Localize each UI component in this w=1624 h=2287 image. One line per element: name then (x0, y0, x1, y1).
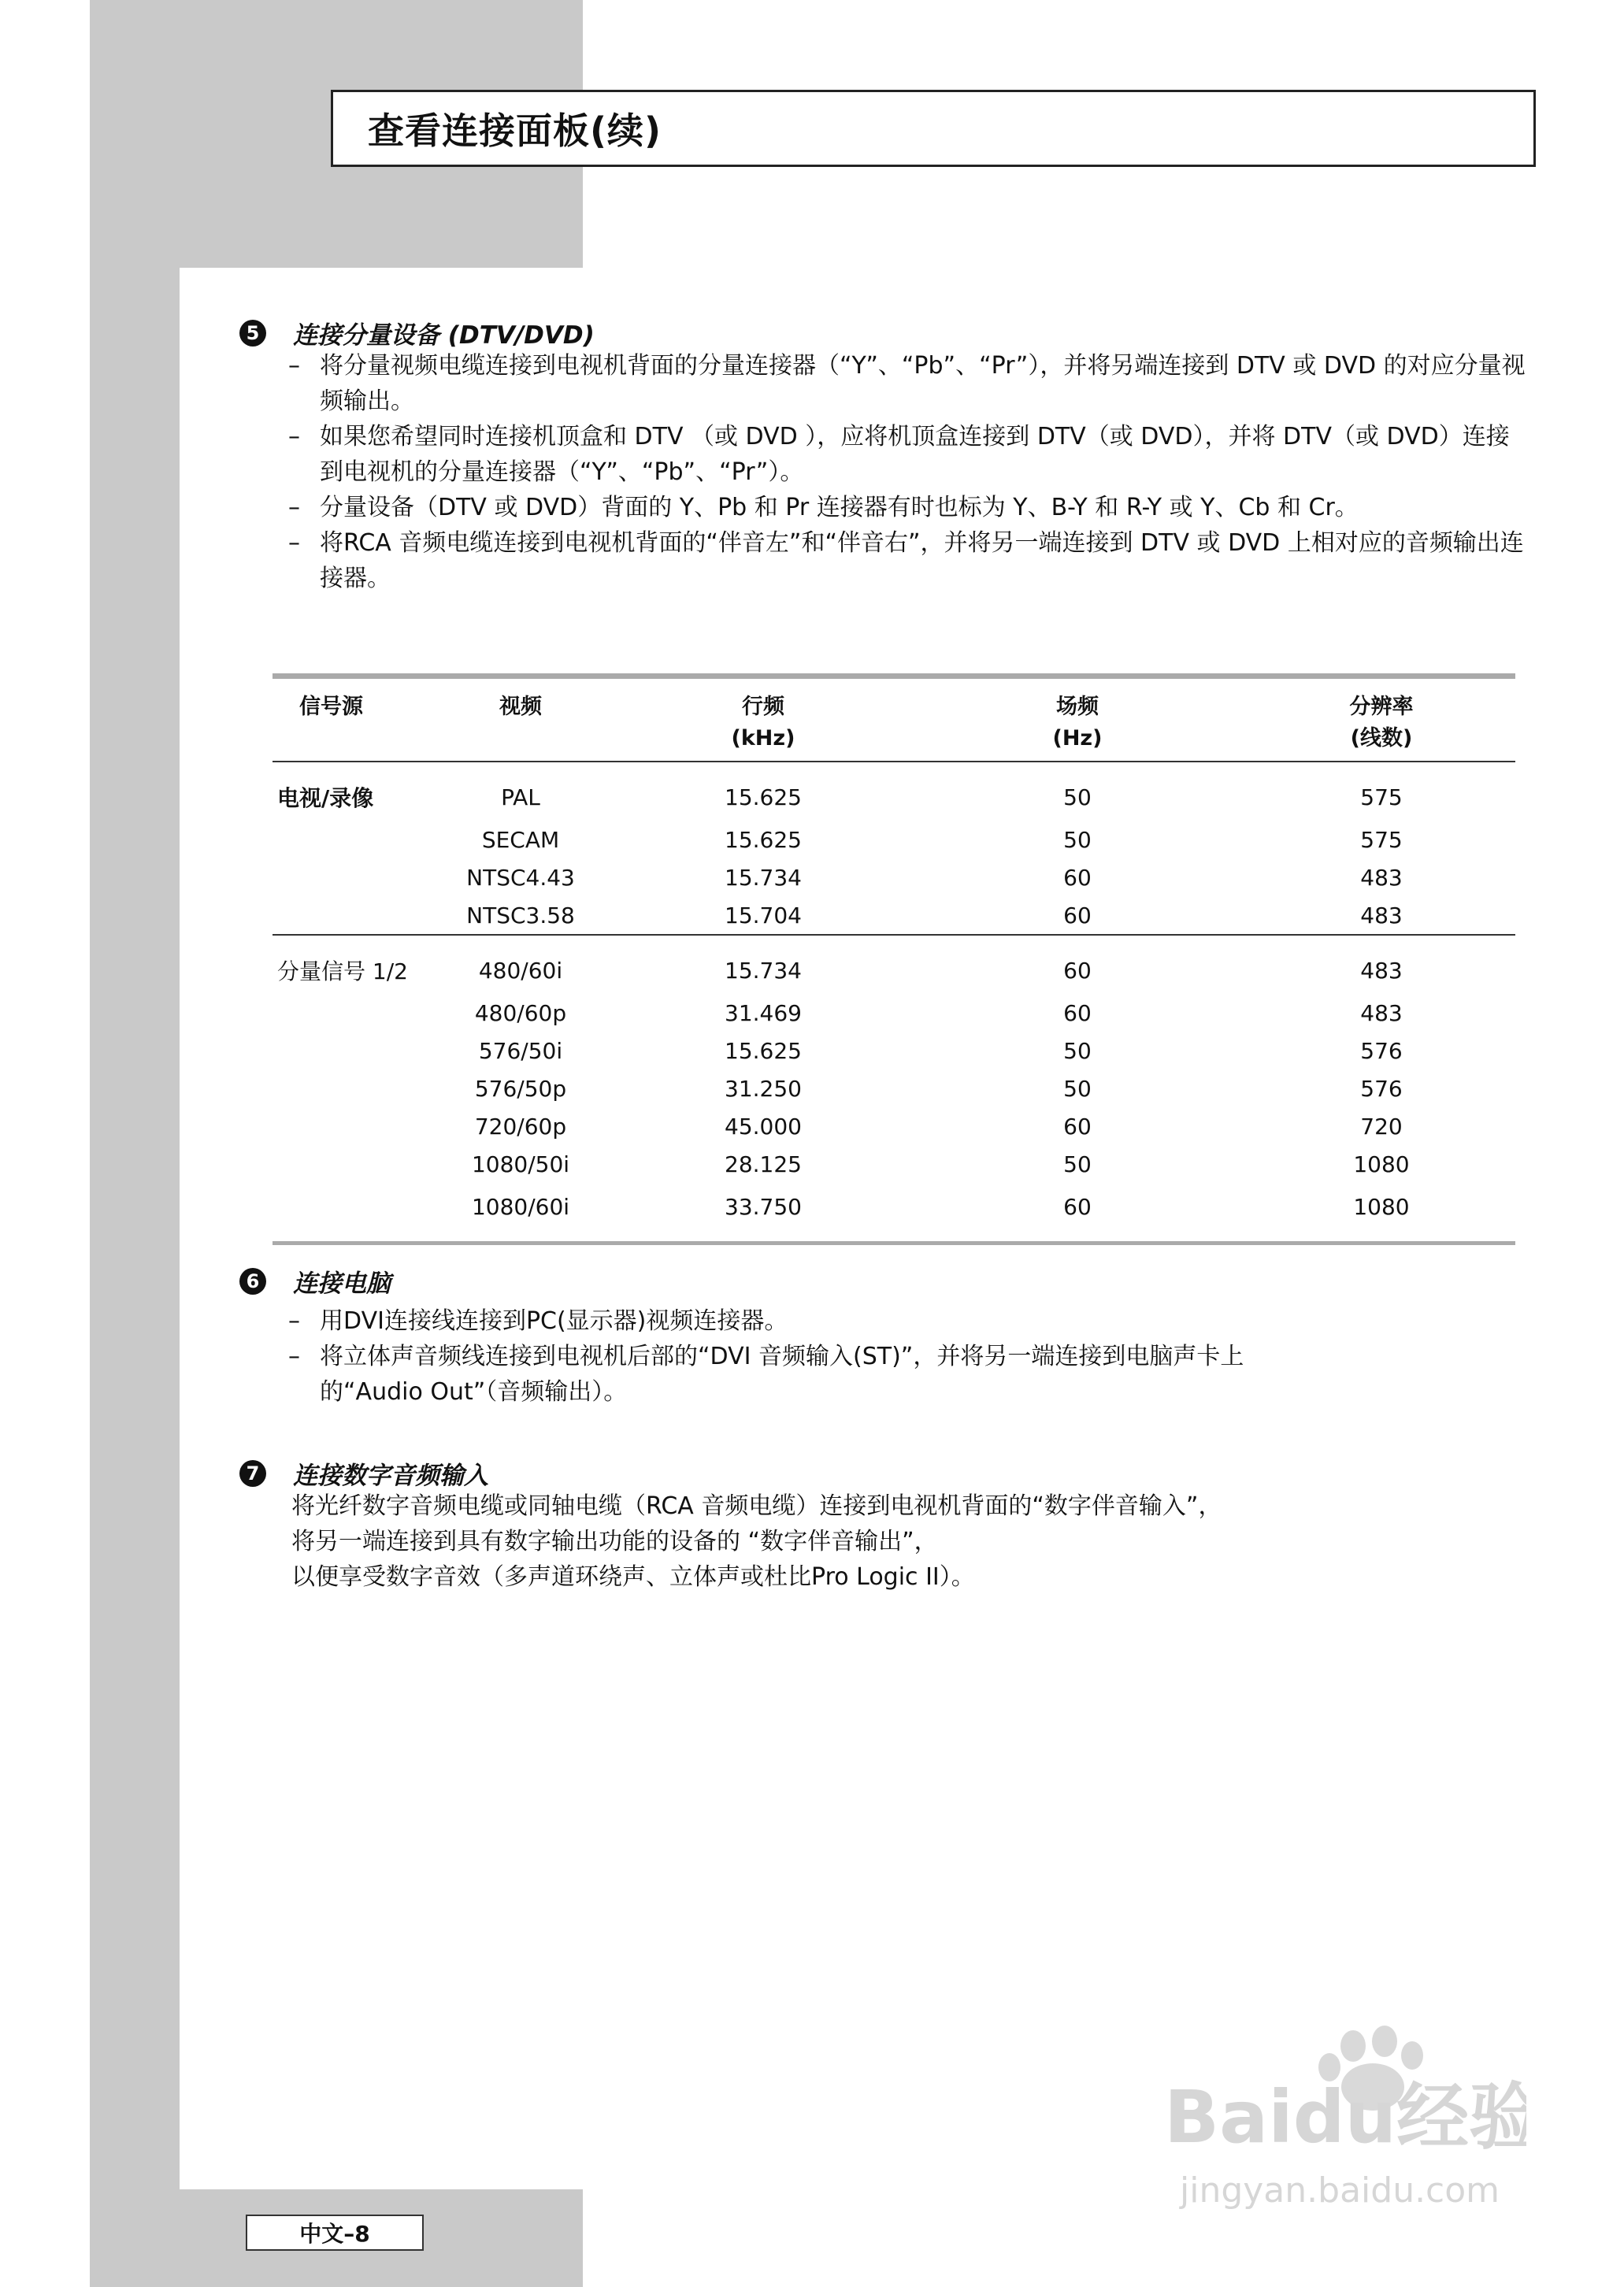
table-cell (273, 994, 422, 1032)
page-title: 查看连接面板(续) (368, 109, 662, 152)
table-cell: 483 (1360, 957, 1403, 984)
section5-heading (239, 315, 595, 350)
table-cell: 50 (1063, 826, 1092, 853)
header-vfreq: 场频 (Hz) (907, 676, 1248, 762)
list-item: – 将分量视频电缆连接到电视机背面的分量连接器（“Y”、“Pb”、“Pr”），并将另端连接到 DTV 或 DVD 的对应分量视频输出。 (288, 348, 1533, 419)
table-cell: 31.250 (725, 1075, 802, 1102)
page-number-box (246, 2215, 424, 2251)
table-row (273, 1069, 1515, 1107)
paragraph-line: 以便享受数字音效（多声道环绕声、立体声或杜比Pro Logic II）。 (291, 1563, 975, 1591)
section6-title: 连接电脑 (293, 1270, 391, 1298)
list-item: – 如果您希望同时连接机顶盒和 DTV （或 DVD ），应将机顶盒连接到 DTV（或 DVD），并将 DTV（或 DVD）连接到电视机的分量连接器（“Y”、“Pb”、“Pr”）。 (288, 419, 1533, 490)
page-number: 中文–8 (299, 2221, 370, 2247)
watermark-brand: Baidu经验 (1164, 2075, 1526, 2159)
table-cell: 483 (1248, 896, 1515, 935)
table-cell: 60 (1063, 864, 1092, 891)
table-cell (273, 1183, 422, 1244)
list-item: – 将立体声音频线连接到电视机后部的“DVI 音频输入(ST)”，并将另一端连接到电脑声卡上的“Audio Out”（音频输出）。 (288, 1339, 1344, 1410)
page-title-box (331, 90, 1536, 167)
group-source-label: 电视/录像 (277, 785, 374, 811)
table-cell: 15.625 (725, 1037, 802, 1064)
table-cell: 15.734 (725, 957, 802, 984)
table-row (273, 821, 1515, 858)
table-row (273, 896, 1515, 935)
group-source-label: 分量信号 1/2 (277, 958, 408, 984)
section6-number-badge: 6 (239, 1268, 266, 1295)
table-cell: 576/50p (474, 1075, 567, 1102)
table-cell: 15.734 (725, 864, 802, 891)
table-cell: 575 (1360, 784, 1403, 810)
table-cell: 576 (1360, 1075, 1403, 1102)
table-cell (273, 858, 422, 896)
table-cell (273, 1069, 422, 1107)
table-cell: 60 (1063, 1193, 1092, 1220)
table-cell: 50 (1063, 1151, 1092, 1177)
table-cell: 60 (1063, 1113, 1092, 1140)
section7-number-badge: 7 (239, 1460, 266, 1487)
table-cell (273, 821, 422, 858)
table-cell: 50 (1063, 1075, 1092, 1102)
table-cell: PAL (501, 784, 540, 810)
section7-paragraph (291, 1488, 1473, 1595)
table-cell: 576/50i (478, 1037, 563, 1064)
table-cell: 720/60p (474, 1113, 567, 1140)
table-cell: NTSC3.58 (422, 896, 619, 935)
table-cell: 60 (1063, 957, 1092, 984)
table-row (273, 1145, 1515, 1183)
section7-title: 连接数字音频输入 (293, 1462, 488, 1490)
table-row (273, 1183, 1515, 1244)
table-cell: 60 (907, 896, 1248, 935)
section5-bullet-list (288, 348, 1533, 596)
table-cell (273, 1032, 422, 1069)
table-cell: 480/60i (478, 957, 563, 984)
table-cell: 483 (1360, 864, 1403, 891)
table-cell: 1080 (1353, 1193, 1410, 1220)
table-cell: 33.750 (725, 1193, 802, 1220)
list-item: – 分量设备（DTV 或 DVD）背面的 Y、Pb 和 Pr 连接器有时也标为 Y、B-Y 和 R-Y 或 Y、Cb 和 Cr。 (288, 490, 1533, 525)
table-cell: 1080/60i (471, 1193, 570, 1220)
section6-heading (239, 1263, 391, 1299)
table-header-row (273, 676, 1515, 762)
table-cell: 50 (1063, 784, 1092, 810)
baidu-watermark (1156, 2024, 1526, 2221)
table-cell: 480/60p (474, 999, 567, 1026)
table-cell: 576 (1360, 1037, 1403, 1064)
table-cell: 60 (1063, 999, 1092, 1026)
left-gray-margin (90, 0, 180, 2287)
table-cell: 1080 (1353, 1151, 1410, 1177)
table-cell: 15.625 (725, 826, 802, 853)
table-cell: 50 (1063, 1037, 1092, 1064)
table-cell: 45.000 (725, 1113, 802, 1140)
list-item: – 将RCA 音频电缆连接到电视机背面的“伴音左”和“伴音右”，并将另一端连接到 DTV 或 DVD 上相对应的音频输出连接器。 (288, 525, 1533, 596)
table-row (273, 762, 1515, 821)
table-cell: 15.625 (725, 784, 802, 810)
header-video: 视频 (422, 676, 619, 762)
section6-bullet-list (288, 1303, 1344, 1410)
table-cell (273, 896, 422, 935)
header-source: 信号源 (273, 676, 422, 762)
table-cell: 575 (1360, 826, 1403, 853)
signal-spec-table (273, 673, 1515, 1245)
paragraph-line: 将光纤数字音频电缆或同轴电缆（RCA 音频电缆）连接到电视机背面的“数字伴音输入”， (291, 1492, 1222, 1520)
table-cell: 1080/50i (471, 1151, 570, 1177)
table-row (273, 1107, 1515, 1145)
header-hfreq: 行频 (kHz) (619, 676, 907, 762)
table-cell (273, 1107, 422, 1145)
watermark-url: jingyan.baidu.com (1180, 2170, 1500, 2211)
table-cell: 15.704 (619, 896, 907, 935)
table-cell: 28.125 (725, 1151, 802, 1177)
section5-number-badge: 5 (239, 320, 266, 347)
table-cell: 31.469 (725, 999, 802, 1026)
table-row (273, 994, 1515, 1032)
table-row (273, 858, 1515, 896)
table-cell: 720 (1360, 1113, 1403, 1140)
table-row (273, 935, 1515, 994)
section5-title: 连接分量设备 (DTV/DVD) (293, 321, 595, 350)
table-cell: SECAM (481, 826, 560, 853)
section7-heading (239, 1455, 488, 1491)
table-row (273, 1032, 1515, 1069)
paw-logo-icon (1156, 2024, 1526, 2221)
paragraph-line: 将另一端连接到具有数字输出功能的设备的 “数字伴音输出”， (291, 1528, 938, 1555)
table-cell: NTSC4.43 (466, 864, 575, 891)
table-cell (273, 1145, 422, 1183)
list-item: – 用DVI连接线连接到PC(显示器)视频连接器。 (288, 1303, 1344, 1339)
header-resolution: 分辨率 (线数) (1248, 676, 1515, 762)
table-cell: 483 (1360, 999, 1403, 1026)
